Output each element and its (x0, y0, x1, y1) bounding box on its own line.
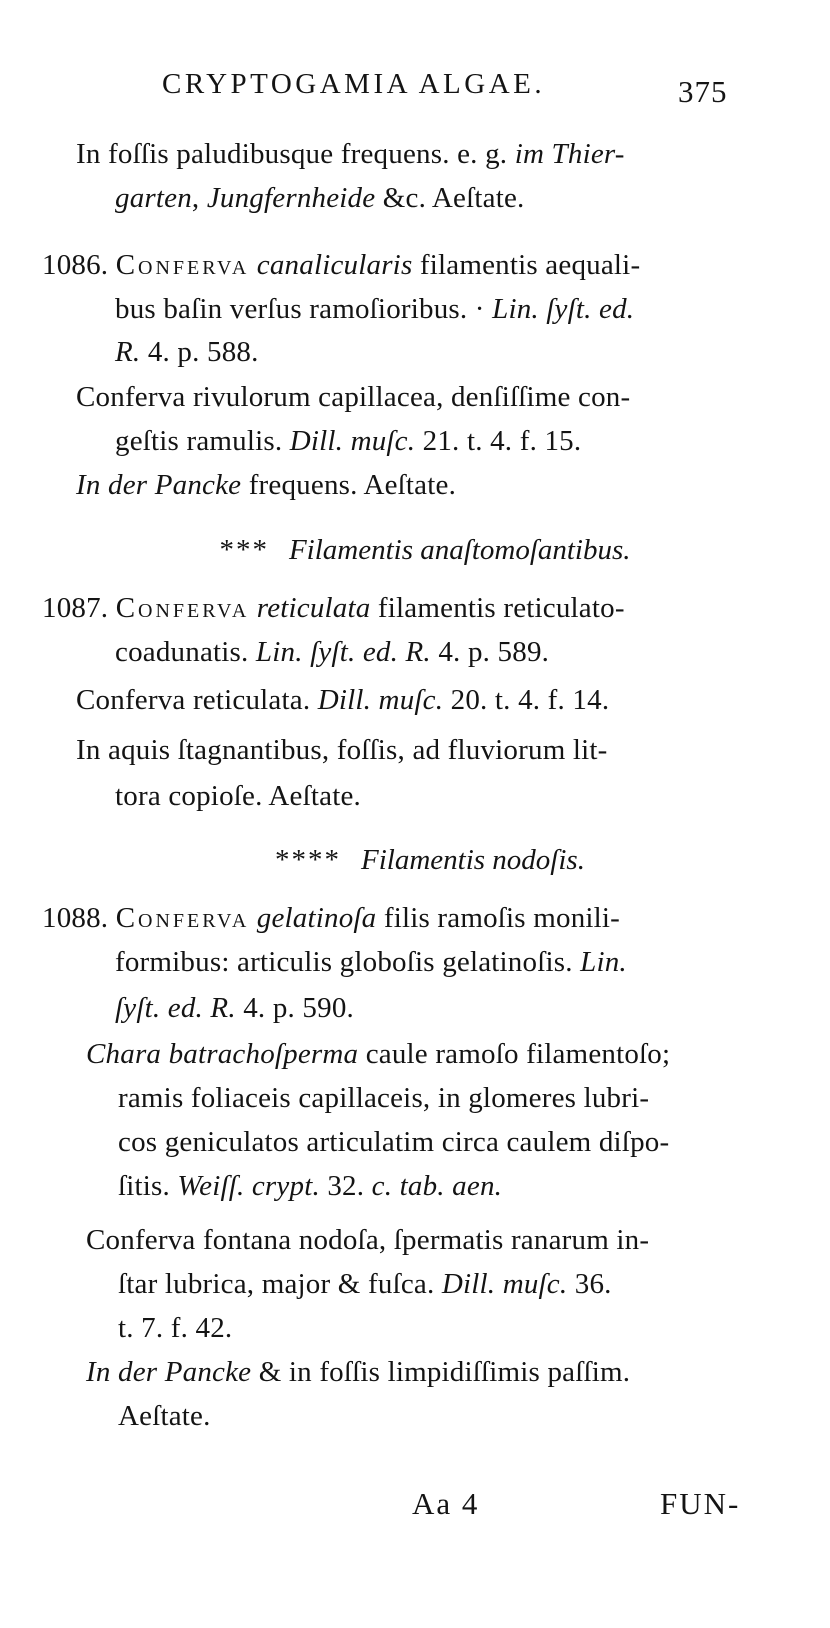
section-title: Filamentis nodoſis. (361, 844, 585, 876)
text-line (86, 1032, 670, 1076)
entry-number: 1086. (42, 249, 116, 281)
line-text: ſtar lubrica, major & fuſca. (118, 1268, 442, 1300)
text-line (115, 287, 634, 331)
line-text: In foſſis paludibusque frequens. e. g. (76, 138, 515, 170)
line-text: formibus: articulis globoſis gelatinoſis. (115, 946, 581, 978)
text-line: ramis foliaceis capillaceis, in glomeres lubri- (118, 1082, 650, 1114)
line-text-italic: Lin. ſyſt. ed. R. (255, 636, 431, 668)
page-number: 375 (678, 74, 728, 109)
section-title: Filamentis anaſtomoſantibus. (288, 534, 631, 566)
line-text: Conferva reticulata. (76, 684, 318, 716)
entry-1086-heading (42, 243, 640, 287)
line-text-italic: Dill. muſc. (441, 1268, 568, 1300)
line-text: 4. p. 588. (140, 336, 259, 368)
text-line (76, 463, 456, 507)
catchword: FUN- (660, 1486, 741, 1521)
species-name: gelatinoſa (256, 902, 377, 934)
line-text: , (191, 182, 207, 214)
line-text-italic: In der Pancke (76, 469, 242, 501)
line-text-italic: In der Pancke (86, 1356, 252, 1388)
line-text: 4. p. 590. (235, 992, 354, 1024)
line-text: 21. t. 4. f. 15. (415, 425, 582, 457)
text-line: Aeſtate. (118, 1400, 211, 1432)
line-text-italic: Weiſſ. crypt. (177, 1170, 320, 1202)
text-line (115, 940, 627, 984)
section-heading (0, 528, 830, 572)
text-line (115, 419, 581, 463)
line-text: bus baſin verſus ramoſioribus. · (115, 293, 493, 325)
line-text-italic: Lin. ſyſt. ed. (492, 293, 635, 325)
entry-1087-heading (42, 586, 625, 630)
line-text-italic: Dill. muſc. (317, 684, 444, 716)
section-stars: *** (219, 534, 269, 566)
line-text: 36. (567, 1268, 612, 1300)
text-line (76, 132, 625, 176)
genus-name: Conferva (115, 902, 250, 934)
text-line (115, 176, 525, 220)
line-text: 4. p. 589. (430, 636, 550, 668)
line-text: filis ramoſis monili- (376, 902, 621, 934)
text-line: cos geniculatos articulatim circa caulem diſpo- (118, 1126, 670, 1158)
species-name: canalicularis (256, 249, 413, 281)
line-text: filamentis aequali- (412, 249, 641, 281)
line-text-italic: garten (115, 182, 192, 214)
line-text: 32. (319, 1170, 372, 1202)
text-line: t. 7. f. 42. (118, 1312, 233, 1344)
line-text-italic: Jungfernheide (206, 182, 376, 214)
text-line: Conferva rivulorum capillacea, denſiſſime con- (76, 381, 631, 413)
text-line (115, 630, 549, 674)
line-text: &c. Aeſtate. (375, 182, 525, 214)
text-line (115, 986, 354, 1030)
signature-mark: Aa 4 (412, 1486, 480, 1521)
text-line: tora copioſe. Aeſtate. (115, 780, 361, 812)
line-text: coadunatis. (115, 636, 256, 668)
entry-number: 1088. (42, 902, 116, 934)
line-text-italic: ſyſt. ed. R. (115, 992, 236, 1024)
species-name: reticulata (256, 592, 371, 624)
line-text-italic: Dill. muſc. (289, 425, 416, 457)
line-text-italic: Lin. (580, 946, 627, 978)
text-line: Conferva fontana nodoſa, ſpermatis ranarum in- (86, 1224, 650, 1256)
text-line (86, 1350, 630, 1394)
line-text: geſtis ramulis. (115, 425, 290, 457)
line-text: frequens. Aeſtate. (241, 469, 457, 501)
text-line (115, 330, 259, 374)
text-line (118, 1164, 502, 1208)
text-line: In aquis ſtagnantibus, foſſis, ad fluviorum lit- (76, 734, 608, 766)
line-text-italic: Chara batrachoſperma (86, 1038, 359, 1070)
line-text: 20. t. 4. f. 14. (443, 684, 610, 716)
section-stars: **** (275, 844, 342, 876)
entry-number: 1087. (42, 592, 116, 624)
line-text: filamentis reticulato- (370, 592, 625, 624)
line-text-italic: c. tab. aen. (371, 1170, 503, 1202)
genus-name: Conferva (115, 249, 250, 281)
line-text: & in foſſis limpidiſſimis paſſim. (251, 1356, 631, 1388)
line-text: caule ramoſo filamentoſo; (358, 1038, 671, 1070)
line-text-italic: R. (115, 336, 141, 368)
genus-name: Conferva (115, 592, 250, 624)
section-heading (0, 838, 830, 882)
text-line (76, 678, 609, 722)
line-text-italic: im Thier- (514, 138, 625, 170)
line-text: ſitis. (118, 1170, 178, 1202)
text-line (118, 1262, 612, 1306)
running-title: CRYPTOGAMIA ALGAE. (162, 68, 546, 100)
entry-1088-heading (42, 896, 620, 940)
